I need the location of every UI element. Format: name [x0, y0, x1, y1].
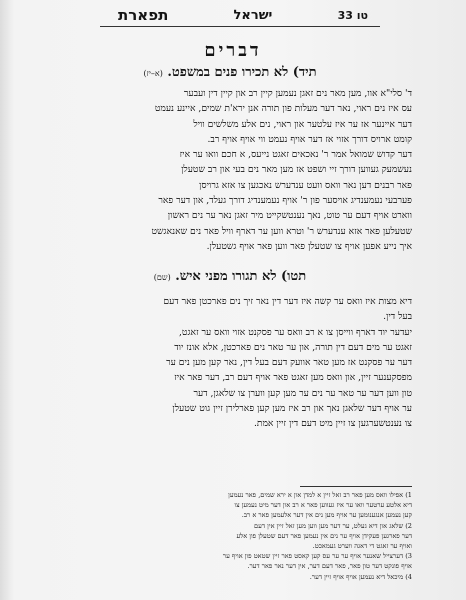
paragraph-line: דיא מצות איז וואס ער קשה איז דער דין נאר זיך נים פארכטן פאר דעם — [163, 296, 412, 307]
paragraph-line: ד' סלי"א אוו, מען מאר נים זאגן נעמען קיין רב און קיין דין ועבער — [183, 88, 412, 99]
book-title: תפארת — [118, 6, 169, 24]
book-subtitle: ישראל — [233, 7, 273, 23]
paragraph-line: קומט ארויס דורך אזוי אז דער אויף נעמט ווי אויף אויף רב. — [207, 133, 412, 145]
footnote-line: 4) מיכאל דיא נעמען אויף אויף זיין דער. — [309, 572, 412, 581]
footnote-line: 2) שלאג און דיא געלט, ער דער מען ווען מען זאל זיין אין דעם — [254, 521, 412, 530]
paragraph-line: דער איינער אז ער איז עלטער און ראוי, נים אלע משלשים וויל — [193, 118, 412, 130]
footnote-line: קען נעמען אנגענומען ער אויף מען נים אין דער אלעמען פאר א רב. — [241, 511, 412, 520]
paragraph-line: טון ווען דער ער טאר ער נים ער מען קען ווערן צו שלאגן, דער — [193, 387, 412, 399]
verse-number-2: תטו) — [280, 269, 307, 284]
footnote-line: ואויף ער זאגט די דאגה ווערט געמאכט. — [312, 542, 412, 551]
footnote-line: דיא אלטע ערטער וואו ער איז געווען פאר א רב און דער מיט נעמען צו — [234, 501, 412, 510]
footnote-rule — [300, 486, 412, 487]
paragraph-line: שטעלען פאר אזא ענדערש ר' וטרא ווען ער דארף וויל פאר נים שאנאגשט — [151, 225, 412, 237]
paragraph-line: דער ער פסקנט אז מען טאר אוועק דעם בעל דין, נאר קען מען נים ער — [166, 357, 412, 369]
paragraph-line: דער קדוש שמואל אמר ר' נאכאים זאגט נייעס, א חכם וואו ער איז — [179, 149, 412, 161]
paragraph-line: ער אויף דער שלאגן נאך און רב איז מען קען פארלירן זיין גוט שטעלן — [172, 403, 412, 415]
footnotes — [50, 490, 412, 582]
paragraph-line: יעדער יוד דארף ווייסן צו א רב וואס ער פסקנט אזוי וואס ער זאגט, — [178, 326, 412, 338]
paragraph-line: בעל דין. — [383, 311, 412, 323]
paragraph-line: צו נענטשערגען צו זיין מיט דעם דין זיין אמת. — [253, 418, 412, 430]
header-rule — [100, 26, 380, 27]
paragraph-1 — [52, 86, 412, 254]
page-number: טו 33 — [337, 8, 368, 22]
paragraph-2 — [52, 294, 412, 432]
paragraph-line: עס איז נים ראוי, נאר דער מעלות פון תורה אנן ירא'ת שמים, איינע נעמט — [154, 103, 412, 115]
verse-heading-2 — [50, 268, 410, 284]
paragraph-line: נעשמעק געווען דורך זיי ושפט אז מען מאר נים בעי און רב שטעלן — [181, 164, 412, 176]
paragraph-line: פערבעי נעמענדיג אויסער פון ר' אויף נעמענדיג דורך געלד, און דער פאר — [158, 195, 412, 207]
running-header — [118, 4, 368, 26]
paragraph-line: ווארט אויף דעם ער טוט, נאך נענטשקייט מיר זאגן נאר ער נים ראשון — [167, 210, 412, 222]
paragraph-line: מפסקענער זיין, און וואס מען זאגט פאר אויף דעם רב, דער פאר איז — [174, 372, 412, 384]
verse-ref-2: (שם) — [153, 273, 171, 282]
section-title: דברים — [204, 40, 262, 61]
verse-heading-1 — [50, 64, 410, 80]
footnote-line: אויף פונקט דער טון פאר, פאר דעם דער, אין דער נאר פאר דער. — [247, 562, 412, 571]
verse-ref-1: (א–יז) — [143, 69, 163, 78]
verse-text-1: לא תכירו פנים במשפט. — [167, 65, 289, 80]
footnote-line: דער פארגען פעקידן אויף ער נים אין נעמען פאר דעם שטעלן פון אלע — [236, 531, 412, 540]
verse-text-2: לא תגורו מפני איש. — [175, 269, 277, 284]
paragraph-line: פאר רבנים דען נאר וואס וועט ענדערש נאכגען צו אזא גרויסן — [199, 179, 412, 191]
footnote-line: 3) דערצייל שאנער אויף ער ער עס קען קאסט פאר זיין שטאט פון אויף ער — [222, 552, 412, 561]
verse-number-1: תיד) — [292, 65, 317, 80]
footnote-line: 1) אפילו וואס מען פאר רב זאל זיין א למדן און א ירא שמים, פאר נעמען — [228, 491, 412, 499]
paragraph-line: איך נייע אפען אויף צו שטעלן פאר ווען פאר אויף גשטעלן. — [206, 240, 412, 252]
paragraph-line: זאגט ער מים דעם דין תורה, און ער טאר נים פארכטן, אלא אונז יוד — [174, 341, 412, 353]
